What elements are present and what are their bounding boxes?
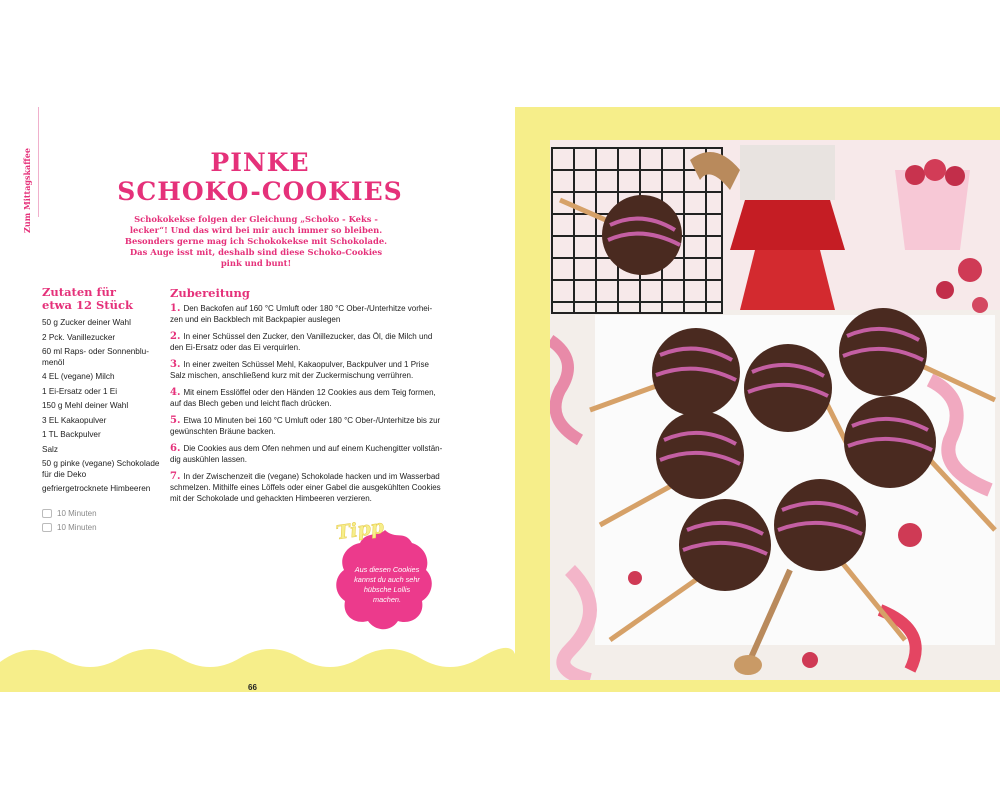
ingredients-list <box>42 318 167 499</box>
ingredient-item: 1 TL Backpulver <box>42 430 101 439</box>
ingredient-item: 3 EL Kakaopulver <box>42 415 107 425</box>
time-info <box>42 506 97 534</box>
step-number: 5. <box>170 415 181 426</box>
ingredient-item: 60 ml Raps- oder Sonnenblu-menöl <box>42 347 149 367</box>
title-line-2: SCHOKO-COOKIES <box>117 177 403 206</box>
tip-text: Aus diesen Cookies kannst du auch sehr hübsche Lollis machen. <box>354 565 420 604</box>
ingredient-item: 4 EL (vegane) Milch <box>42 372 115 381</box>
raspberry-cup <box>895 159 970 250</box>
prep-time <box>42 506 97 520</box>
step-text: In der Zwischenzeit die (vegane) Schokolade hacken und im Wasserbad schmelzen. Mithilfe eines Löffels oder einer Gabel die ausgekühlten Cookies mit der Schokolade und gehackten Himbeeren verzieren. <box>170 472 441 503</box>
recipe-title <box>110 148 410 206</box>
step-number: 4. <box>170 387 181 398</box>
step-item <box>170 415 445 437</box>
step-number: 7. <box>170 471 181 482</box>
step-number: 2. <box>170 331 181 342</box>
ingredients-heading <box>42 286 162 312</box>
ingredient-item: 50 g Zucker deiner Wahl <box>42 318 131 327</box>
step-item <box>170 443 445 465</box>
step-number: 3. <box>170 359 181 370</box>
step-item <box>170 331 445 353</box>
yellow-wave-decoration <box>0 640 515 692</box>
ingredients-heading-line-2: etwa 12 Stück <box>42 298 133 312</box>
tip-label: Tipp <box>334 515 386 545</box>
step-text: Die Cookies aus dem Ofen nehmen und auf einem Kuchengitter vollstän-dig auskühlen lassen. <box>170 444 443 464</box>
ingredient-item: 150 g Mehl deiner Wahl <box>42 401 129 410</box>
intro-text: Schokokekse folgen der Gleichung „Schoko - Keks - lecker“! Und das wird bei mir auch immer so bleiben. Besonders gerne mag ich Schokokekse mit Schokolade. Das Auge isst mit, deshalb sind diese Schoko-Cookies pink und bunt! <box>124 214 388 268</box>
step-number: 1. <box>170 303 181 314</box>
ingredients-heading-line-1: Zutaten für <box>42 285 116 299</box>
step-item <box>170 303 445 325</box>
title-line-1: PINKE <box>210 148 310 177</box>
step-text: Mit einem Esslöffel oder den Händen 12 Cookies aus dem Teig formen, auf das Blech geben und leicht flach drücken. <box>170 388 436 408</box>
step-text: In einer Schüssel den Zucker, den Vanillezucker, das Öl, die Milch und den Ei-Ersatz oder das Ei verquirlen. <box>170 332 433 352</box>
preparation-steps <box>170 303 445 510</box>
prep-time-value: 10 Minuten <box>57 508 97 518</box>
ingredient-item: 2 Pck. Vanillezucker <box>42 332 116 342</box>
chapter-label: Zum Mittagskaffee <box>22 148 32 233</box>
step-item <box>170 471 445 504</box>
bake-time <box>42 520 97 534</box>
step-text: Etwa 10 Minuten bei 160 °C Umluft oder 180 °C Ober-/Unterhitze bis zur gewünschten Bräune backen. <box>170 416 441 436</box>
page-number: 66 <box>248 683 257 692</box>
ingredient-item: 50 g pinke (vegane) Schokolade für die Deko <box>42 459 160 479</box>
bake-time-value: 10 Minuten <box>57 522 97 532</box>
hand-icon <box>42 509 52 518</box>
ingredient-item: 1 Ei-Ersatz oder 1 Ei <box>42 386 118 396</box>
preparation-heading: Zubereitung <box>170 286 250 300</box>
step-item <box>170 387 445 409</box>
step-number: 6. <box>170 443 181 454</box>
oven-icon <box>42 523 52 532</box>
side-divider <box>38 107 39 217</box>
step-text: In einer zweiten Schüssel Mehl, Kakaopulver, Backpulver und 1 Prise Salz mischen, anschließend kurz mit der Zuckermischung verrühren. <box>170 360 429 380</box>
step-text: Den Backofen auf 160 °C Umluft oder 180 °C Ober-/Unterhitze vorhei-zen und ein Backblech mit Backpapier auslegen <box>170 304 433 324</box>
ingredient-item: Salz <box>42 444 58 454</box>
ingredient-item: gefriergetrocknete Himbeeren <box>42 484 151 493</box>
cookie-photo <box>550 140 1000 680</box>
step-item <box>170 359 445 381</box>
